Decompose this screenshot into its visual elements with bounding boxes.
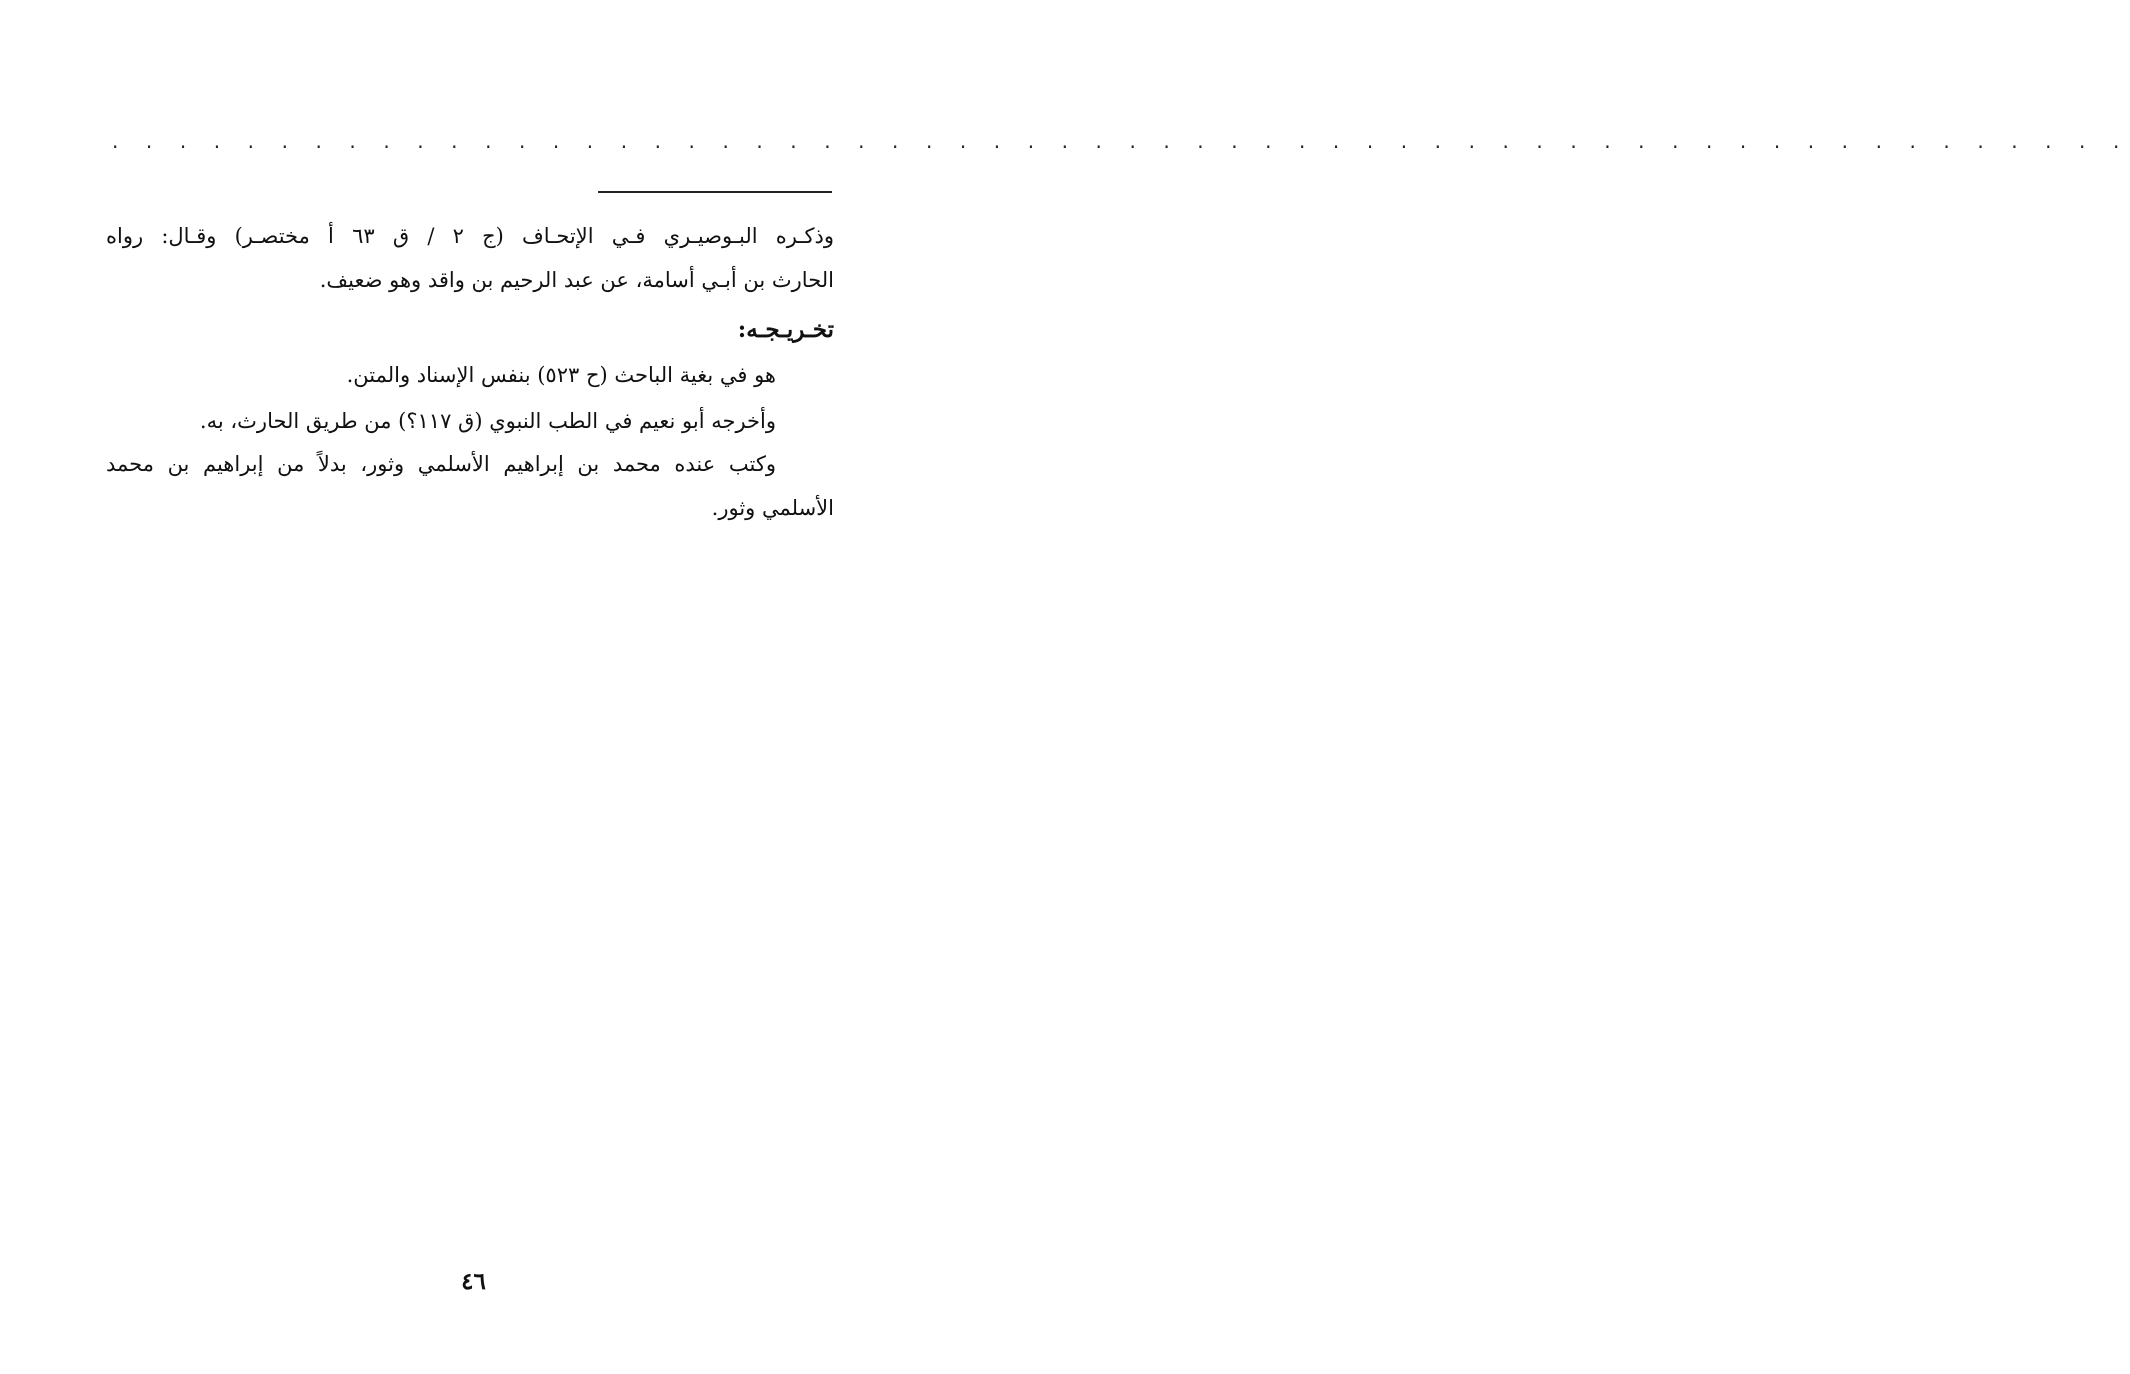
page-number: ٤٦ (461, 1268, 486, 1295)
takhrij-paragraph-1: هو في بغية الباحث (ح ٥٢٣) بنفس الإسناد والمتن. (346, 363, 776, 387)
footnote-separator-rule (598, 191, 832, 193)
takhrij-heading: تخـريـجـه: (737, 316, 834, 343)
footnote-line-1: وذكـره البـوصيـري فـي الإتحـاف (ج ٢ / ق ٦٣ أ مختصـر) وقـال: رواه (106, 224, 834, 248)
takhrij-paragraph-3-line-1: وكتب عنده محمد بن إبراهيم الأسلمي وثور، بدلاً من إبراهيم بن محمد (106, 452, 776, 476)
takhrij-paragraph-2: وأخرجه أبو نعيم في الطب النبوي (ق ١١٧؟) من طريق الحارث، به. (199, 409, 776, 433)
footnote-line-2: الحارث بن أبـي أسامة، عن عبد الرحيم بن واقد وهو ضعيف. (319, 268, 834, 292)
dot-leader: . . . . . . . . . . . . . . . . . . . . . . . . . . . . . . . . . . . . . . . . . . . . . . . . . . . . . . . . . . . . (112, 129, 2130, 153)
takhrij-paragraph-3-line-2: الأسلمي وثور. (711, 496, 834, 520)
